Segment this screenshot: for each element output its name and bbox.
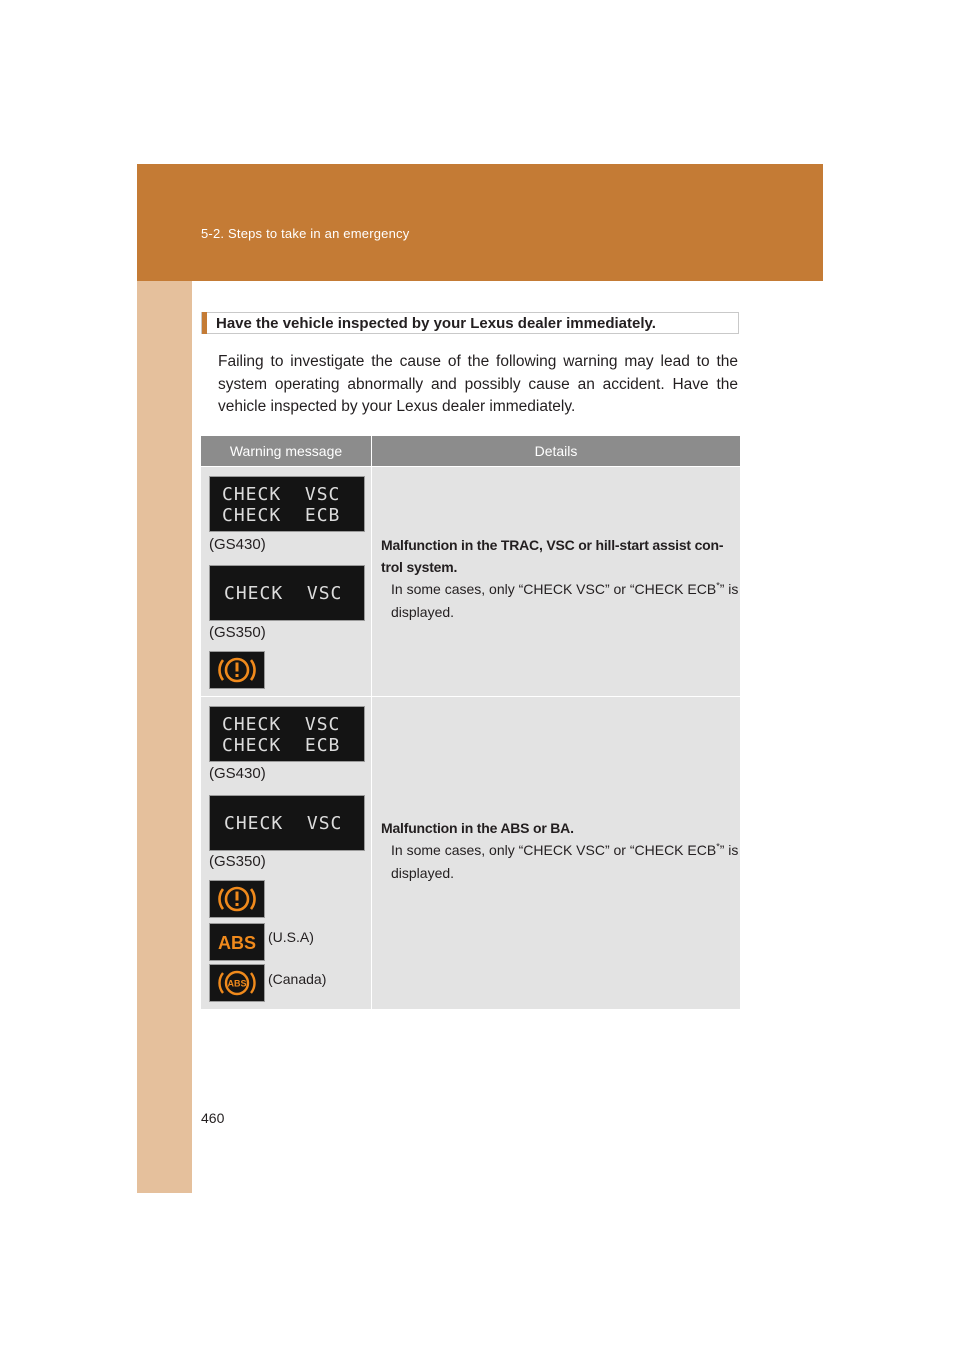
footnote-mark: * xyxy=(716,580,720,591)
table-header xyxy=(201,436,740,466)
column-divider xyxy=(371,697,372,1009)
model-label-gs350: (GS350) xyxy=(209,624,266,641)
model-label-gs350: (GS350) xyxy=(209,853,266,870)
detail-title: Malfunction in the ABS or BA. xyxy=(381,820,574,836)
section-heading xyxy=(201,312,739,334)
exclamation-circle-icon xyxy=(210,881,264,917)
abs-icon xyxy=(210,924,264,960)
column-divider xyxy=(371,467,372,696)
abs-circle-text: ABS xyxy=(227,978,247,989)
lcd-display-gs350 xyxy=(209,795,365,851)
lcd-display-gs350 xyxy=(209,565,365,621)
abs-text: ABS xyxy=(217,933,257,953)
lcd-line-1: CHECK VSC xyxy=(222,484,341,505)
detail-cell xyxy=(381,817,739,885)
side-tab-strip xyxy=(137,281,192,1193)
lcd-line-2: CHECK ECB xyxy=(222,735,341,756)
heading-accent xyxy=(202,312,207,334)
header-details: Details xyxy=(534,443,578,459)
page-number: 460 xyxy=(201,1110,225,1126)
brake-warning-lamp xyxy=(209,651,265,689)
note-text: In some cases, only “CHECK VSC” or “CHECK ECB xyxy=(391,842,717,858)
lcd-line-2: CHECK ECB xyxy=(222,505,341,526)
section-title: 5-2. Steps to take in an emergency xyxy=(201,226,410,241)
heading-text: Have the vehicle inspected by your Lexus dealer immediately. xyxy=(216,315,656,332)
page-header-band xyxy=(137,164,823,281)
model-label-gs430: (GS430) xyxy=(209,765,266,782)
detail-note xyxy=(381,578,739,624)
region-label-usa: (U.S.A) xyxy=(268,929,314,945)
lcd-line-1: CHECK VSC xyxy=(222,714,341,735)
note-text-end: ” is displayed. xyxy=(391,581,739,620)
detail-note xyxy=(381,839,739,885)
lcd-line-1: CHECK VSC xyxy=(224,583,343,604)
note-text-end: ” is displayed. xyxy=(391,842,739,881)
footnote-mark: * xyxy=(716,841,720,852)
note-text: In some cases, only “CHECK VSC” or “CHECK ECB xyxy=(391,581,717,597)
abs-warning-lamp-canada xyxy=(209,964,265,1002)
intro-paragraph: Failing to investigate the cause of the following warning may lead to the system operating abnormally and possibly cause an accident. Have the vehicle inspected by your Lexus dealer immediately. xyxy=(218,353,738,415)
brake-warning-lamp xyxy=(209,880,265,918)
table-row xyxy=(201,467,740,696)
model-label-gs430: (GS430) xyxy=(209,536,266,553)
lcd-display-gs430 xyxy=(209,706,365,762)
lcd-display-gs430 xyxy=(209,476,365,532)
region-label-canada: (Canada) xyxy=(268,971,327,987)
exclamation-circle-icon xyxy=(210,652,264,688)
lcd-line-1: CHECK VSC xyxy=(224,813,343,834)
abs-warning-lamp-usa xyxy=(209,923,265,961)
detail-title: Malfunction in the TRAC, VSC or hill-start assist con-trol system. xyxy=(381,537,724,575)
table-row xyxy=(201,697,740,1009)
header-warning-message: Warning message xyxy=(229,443,343,459)
abs-circle-icon xyxy=(210,965,264,1001)
detail-cell xyxy=(381,534,739,624)
